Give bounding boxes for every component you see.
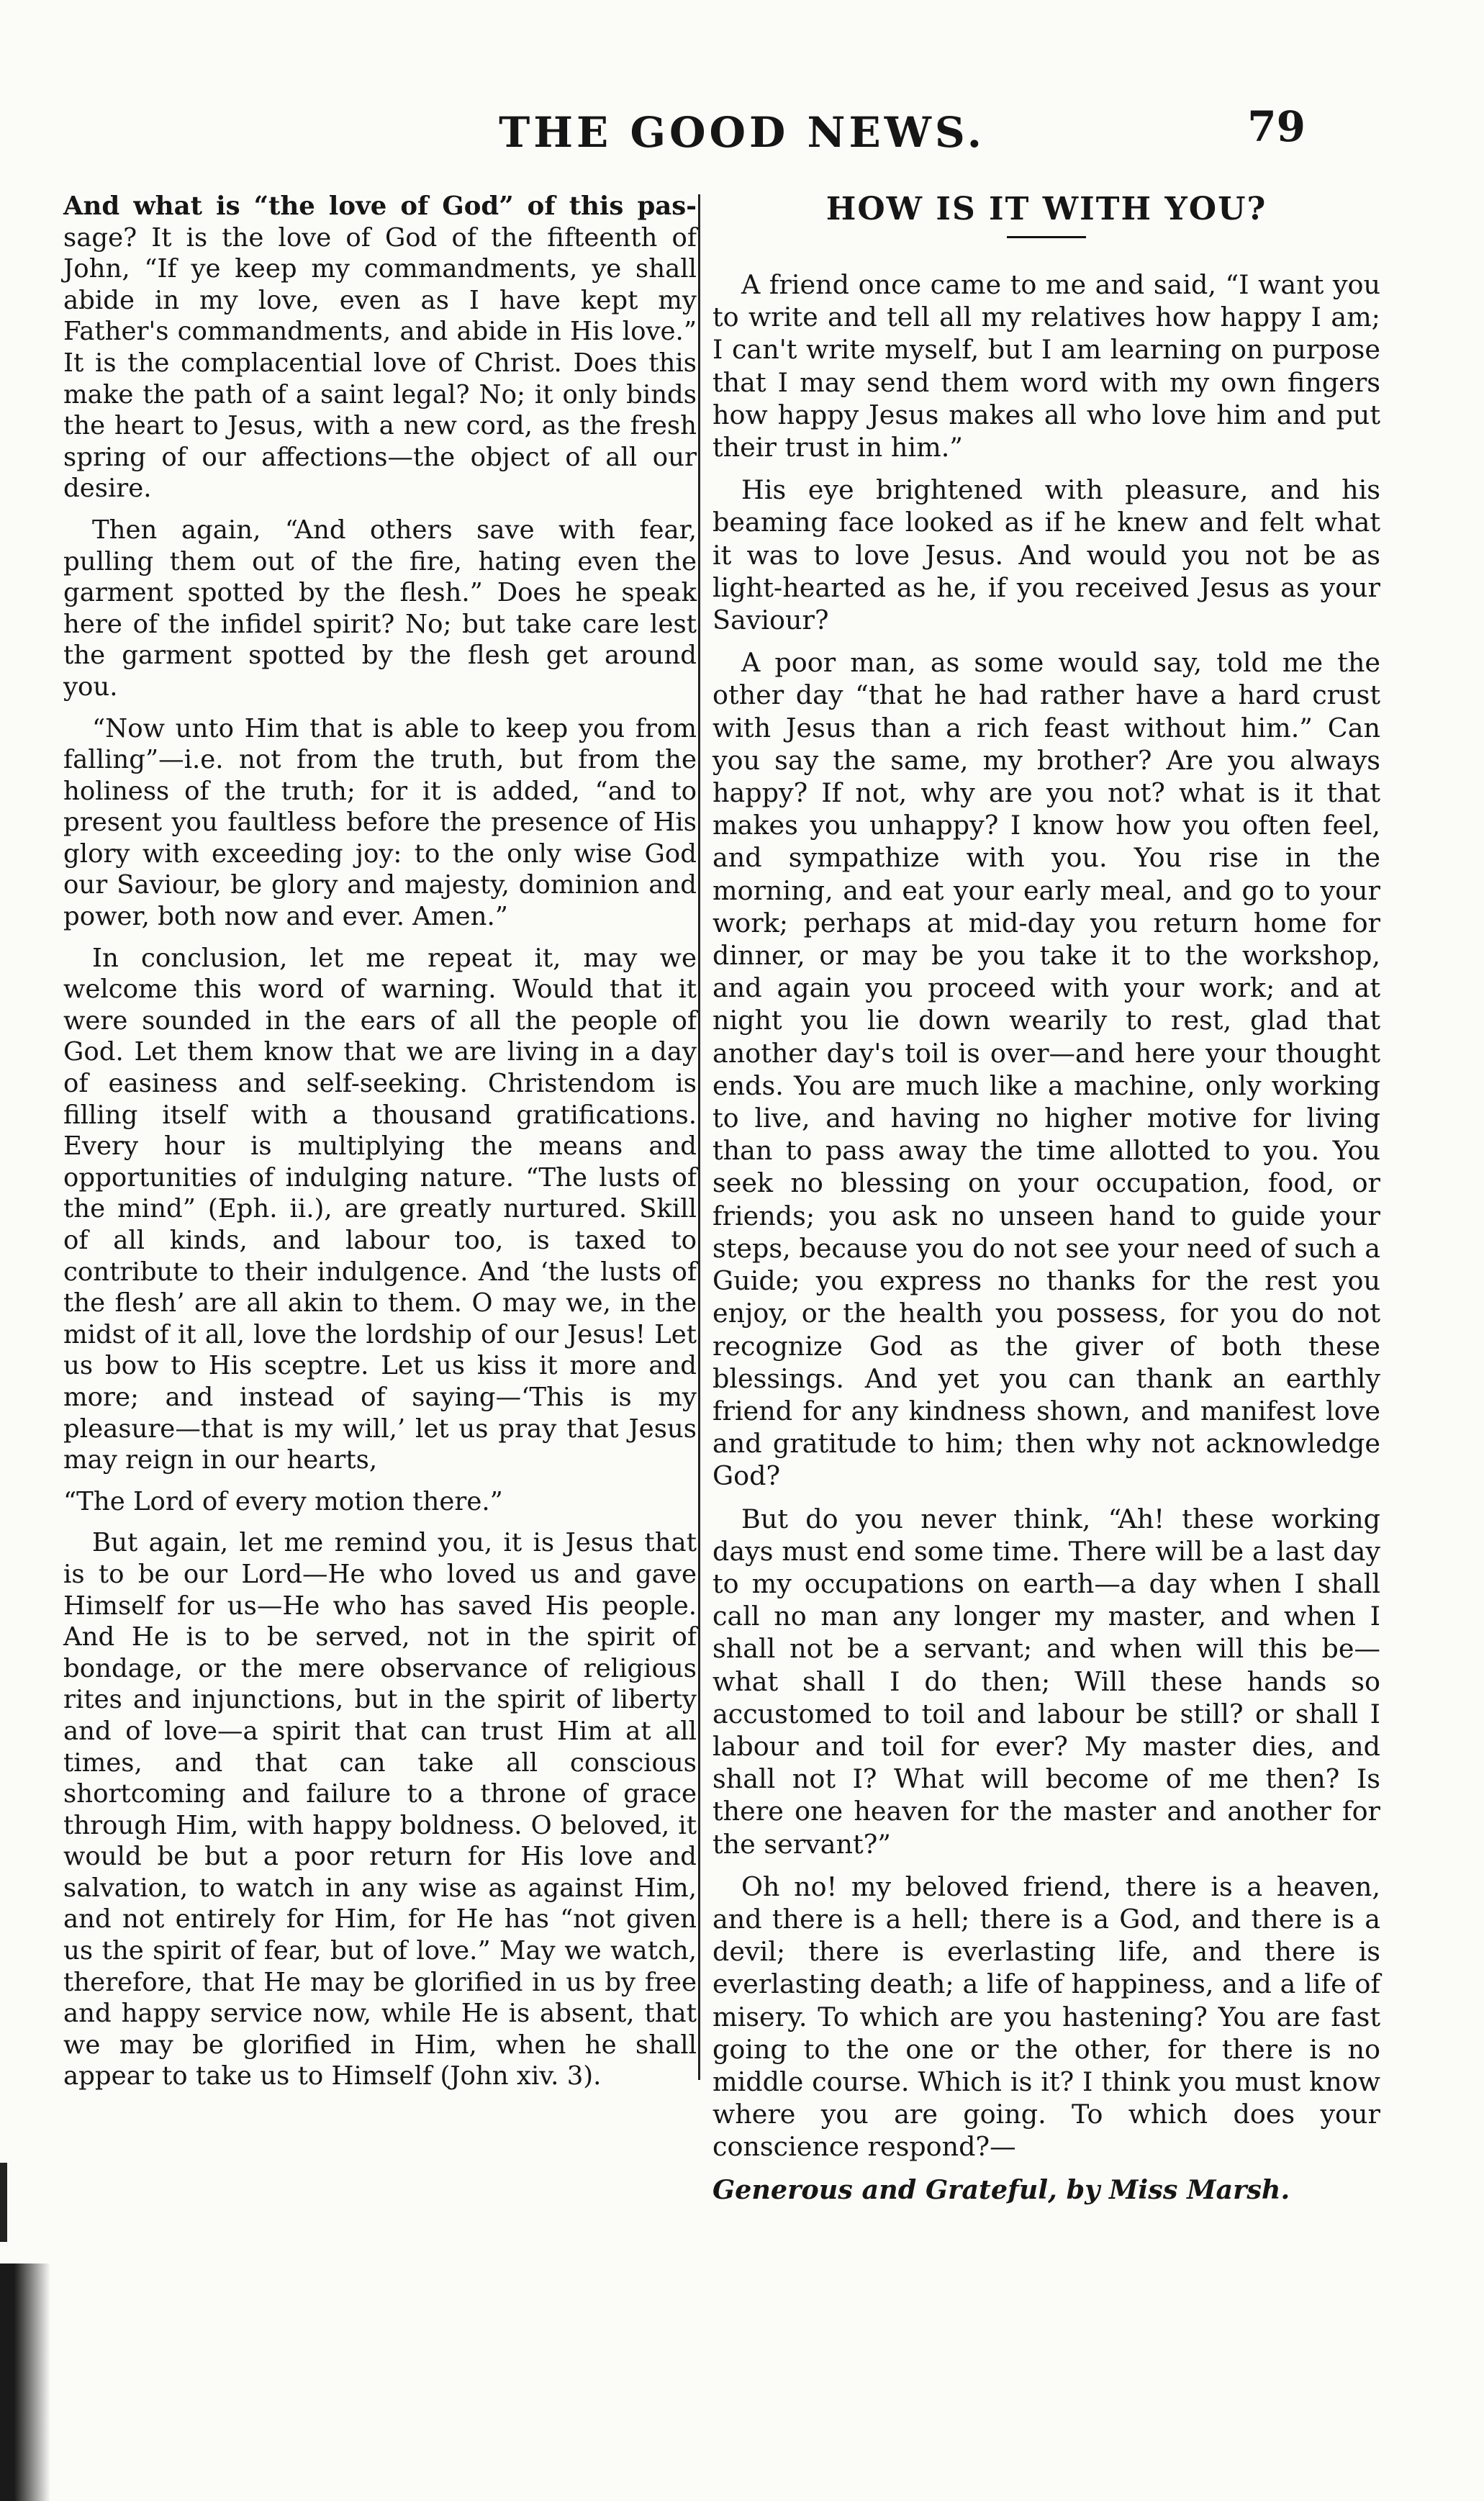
- scan-edge-shadow: [0, 2263, 50, 2501]
- column-divider: [698, 194, 700, 2080]
- right-paragraph-3: A poor man, as some would say, told me the other day “that he had rather have a hard crust with Jesus than a rich feast without him.” Can you say the same, my brother? Are you always happy? If not, why are you not? what is it that makes you unhappy? I know how you often feel, and sympathize with you. You rise in the morning, and eat your early meal, and go to your work; perhaps at mid-day you return home for dinner, or may be you take it to the workshop, and again you proceed with your work; and at night you lie down wearily to rest, glad that another day's toil is over—and here your thought ends. You are much like a machine, only working to live, and having no higher motive for living than to pass away the time allotted to you. You seek no blessing on your occupation, food, or friends; you ask no unseen hand to guide your steps, because you do not see your need of such a Guide; you express no thanks for the rest you enjoy, or the health you possess, for you do not recognize God as the giver of both these blessings. And yet you can thank an earthly friend for any kindness shown, and manifest love and gratitude to him; then why not acknowledge God?: [712, 647, 1380, 1492]
- right-column: [712, 191, 1380, 2216]
- left-paragraph-5: But again, let me remind you, it is Jesus that is to be our Lord—He who loved us and gave Himself for us—He who has saved His people. And He is to be served, not in the spirit of bondage, or the mere observance of religious rites and injunctions, but in the spirit of liberty and of love—a spirit that can trust Him at all times, and that can take all conscious shortcoming and failure to a throne of grace through Him, with happy boldness. O beloved, it would be but a poor return for His love and salvation, to watch in any wise as against Him, and not entirely for Him, for He has “not given us the spirit of fear, but of love.” May we watch, therefore, that He may be glorified in us by free and happy service now, while He is absent, that we may be glorified in Him, when he shall appear to take us to Himself (John xiv. 3).: [63, 1528, 697, 2091]
- left-paragraph-1-lead: And what is “the love of God” of this pas-: [63, 191, 697, 221]
- hymn-quote: “The Lord of every motion there.”: [63, 1486, 503, 1516]
- article-title: HOW IS IT WITH YOU?: [825, 191, 1267, 227]
- right-paragraph-1: A friend once came to me and said, “I want you to write and tell all my relatives how happy I am; I can't write myself, but I am learning on purpose that I may send them word with my own fingers how happy Jesus makes all who love him and put their trust in him.”: [712, 269, 1380, 463]
- left-paragraph-3: “Now unto Him that is able to keep you from falling”—i.e. not from the truth, but from the holiness of the truth; for it is added, “and to present you faultless before the presence of His glory with exceeding joy: to the only wise God our Saviour, be glory and majesty, dominion and power, both now and ever. Amen.”: [63, 713, 697, 932]
- right-paragraph-2: His eye brightened with pleasure, and his beaming face looked as if he knew and felt what it was to love Jesus. And would you not be as light-hearted as he, if you received Jesus as your Saviour?: [712, 474, 1380, 636]
- running-head: THE GOOD NEWS.: [499, 108, 985, 157]
- scan-edge-mark: [0, 2163, 7, 2242]
- right-paragraph-5: Oh no! my beloved friend, there is a heaven, and there is a hell; there is a God, and there is a devil; there is everlasting life, and there is everlasting death; a life of happiness, and a life of misery. To which are you hastening? You are fast going to the one or the other, for there is no middle course. Which is it? I think you must know where you are going. To which does your conscience respond?—: [712, 1871, 1380, 2163]
- left-paragraph-1: [63, 191, 697, 505]
- right-paragraph-4: But do you never think, “Ah! these working days must end some time. There will be a last day to my occupations on earth—a day when I shall call no man any longer my master, and when I shall not be a servant; and when will this be—what shall I do then; Will these hands so accustomed to toil and labour be still? or shall I labour and toil for ever? My master dies, and shall not I? What will become of me then? Is there one heaven for the master and another for the servant?”: [712, 1503, 1380, 1860]
- left-paragraph-1-text: sage? It is the love of God of the fifteenth of John, “If ye keep my commandments, ye shall abide in my love, even as I have kept my Father's commandments, and abide in His love.” It is the complacential love of Christ. Does this make the path of a saint legal? No; it only binds the heart to Jesus, with a new cord, as the fresh spring of our affections—the object of all our desire.: [63, 222, 697, 504]
- article-attribution: Generous and Grateful, by Miss Marsh.: [712, 2174, 1290, 2205]
- left-paragraph-2: Then again, “And others save with fear, pulling them out of the fire, hating even the garment spotted by the flesh.” Does he speak here of the infidel spirit? No; but take care lest the garment spotted by the flesh get around you.: [63, 515, 697, 702]
- page-number: 79: [1247, 102, 1306, 151]
- title-rule: [1007, 236, 1086, 238]
- left-paragraph-4: In conclusion, let me repeat it, may we welcome this word of warning. Would that it were sounded in the ears of all the people of God. Let them know that we are living in a day of easiness and self-seeking. Christendom is filling itself with a thousand gratifications. Every hour is multiplying the means and opportunities of indulging nature. “The lusts of the mind” (Eph. ii.), are greatly nurtured. Skill of all kinds, and labour too, is taxed to contribute to their indulgence. And ‘the lusts of the flesh’ are all akin to them. O may we, in the midst of it all, love the lordship of our Jesus! Let us bow to His sceptre. Let us kiss it more and more; and instead of saying—‘This is my pleasure—that is my will,’ let us pray that Jesus may reign in our hearts,: [63, 943, 697, 1475]
- left-column: [63, 191, 697, 2102]
